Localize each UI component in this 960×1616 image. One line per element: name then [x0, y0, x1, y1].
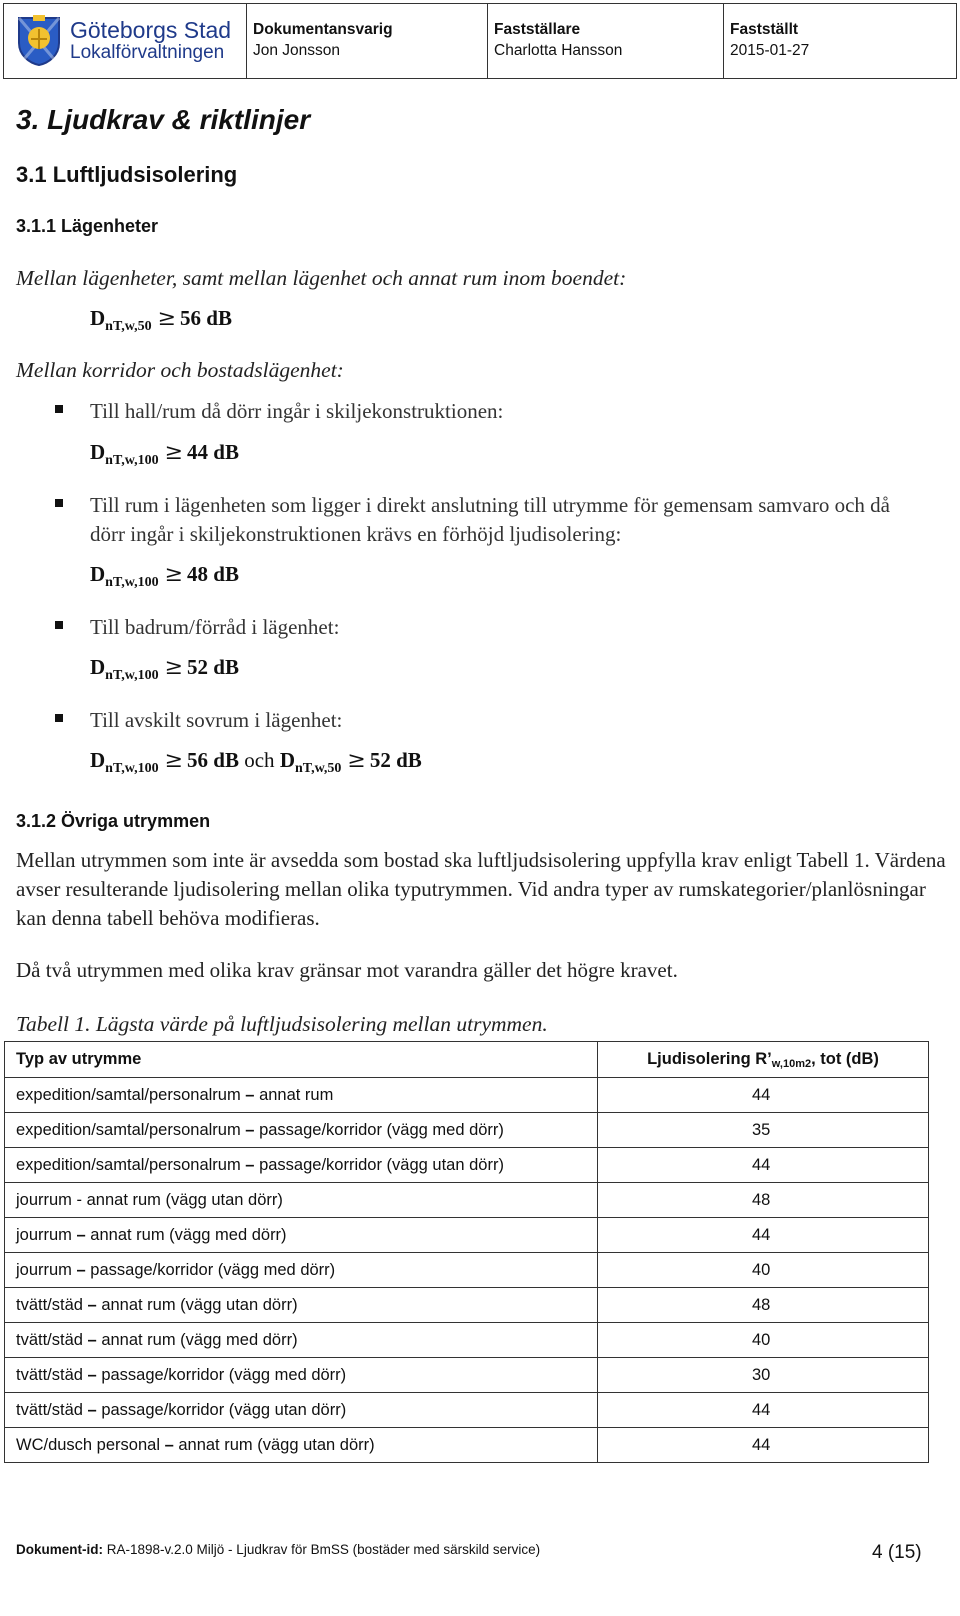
room-a: jourrum	[16, 1225, 72, 1244]
header-text: , tot (dB)	[811, 1049, 879, 1068]
room-b: annat rum (vägg utan dörr)	[178, 1435, 375, 1454]
bullet-text: Till avskilt sovrum i lägenhet:	[90, 708, 343, 732]
room-b: passage/korridor (vägg utan dörr)	[101, 1400, 347, 1419]
room-b: passage/korridor (vägg med dörr)	[90, 1260, 336, 1279]
document-header	[3, 3, 957, 79]
req-value: 52 dB	[369, 748, 422, 772]
room-type-cell	[5, 1218, 598, 1253]
room-type-cell	[5, 1183, 598, 1218]
room-type-cell	[5, 1288, 598, 1323]
req-operator: ≥	[164, 562, 184, 587]
table-row	[5, 1323, 929, 1358]
requirement	[90, 748, 422, 777]
bullet-text: Till badrum/förråd i lägenhet:	[90, 615, 340, 639]
table-header-row	[5, 1042, 929, 1078]
room-a: expedition/samtal/personalrum	[16, 1120, 241, 1139]
insulation-value-cell: 44	[598, 1148, 929, 1183]
separator: –	[240, 1120, 260, 1139]
room-a: tvätt/städ	[16, 1365, 83, 1384]
room-a: tvätt/städ	[16, 1400, 83, 1419]
room-b: annat rum (vägg med dörr)	[90, 1225, 287, 1244]
req-symbol: D	[90, 306, 106, 330]
table-row	[5, 1253, 929, 1288]
bullet-text: Till hall/rum då dörr ingår i skiljekonstruktionen:	[90, 399, 504, 423]
header-text: Ljudisolering R’	[647, 1049, 772, 1068]
table-row	[5, 1288, 929, 1323]
table-row	[5, 1148, 929, 1183]
separator: –	[71, 1225, 91, 1244]
header-value: 2015-01-27	[730, 42, 810, 59]
requirement	[90, 655, 239, 684]
table-row	[5, 1218, 929, 1253]
room-a: tvätt/städ	[16, 1295, 83, 1314]
separator: –	[71, 1260, 91, 1279]
req-value: 52 dB	[187, 655, 239, 679]
room-b: annat rum (vägg utan dörr)	[86, 1190, 283, 1209]
page-number: 4 (15)	[872, 1542, 922, 1563]
room-type-cell	[5, 1428, 598, 1463]
separator: –	[82, 1365, 102, 1384]
city-crest-icon	[16, 15, 62, 67]
bullet-icon	[55, 499, 63, 507]
table-row	[5, 1358, 929, 1393]
table-row	[5, 1113, 929, 1148]
separator: –	[240, 1155, 260, 1174]
requirement	[90, 440, 239, 469]
header-cell-date	[724, 4, 956, 78]
separator: –	[82, 1295, 102, 1314]
req-subscript: nT,w,50	[105, 319, 152, 334]
req-value: 44 dB	[187, 440, 239, 464]
room-type-cell	[5, 1253, 598, 1288]
insulation-value-cell: 40	[598, 1323, 929, 1358]
table-row	[5, 1428, 929, 1463]
req-value: 56 dB	[180, 306, 232, 330]
insulation-value-cell: 44	[598, 1078, 929, 1113]
logo-title: Göteborgs Stad	[70, 17, 232, 43]
req-symbol: D	[90, 655, 106, 679]
req-conjunction: och	[244, 748, 275, 772]
separator: –	[159, 1435, 179, 1454]
room-a: jourrum -	[16, 1190, 83, 1209]
req-symbol: D	[279, 748, 295, 772]
insulation-value-cell: 44	[598, 1218, 929, 1253]
header-value: Jon Jonsson	[253, 42, 341, 59]
intro-text: Mellan lägenheter, samt mellan lägenhet och annat rum inom boendet:	[16, 266, 627, 290]
req-subscript: nT,w,100	[105, 453, 159, 468]
req-subscript: nT,w,50	[294, 761, 342, 776]
separator: –	[82, 1330, 102, 1349]
bullet-icon	[55, 714, 63, 722]
req-symbol: D	[90, 748, 106, 772]
req-subscript: nT,w,100	[105, 668, 159, 683]
separator: –	[240, 1085, 260, 1104]
bullet-icon	[55, 621, 63, 629]
sound-insulation-table	[4, 1041, 929, 1463]
subsection-heading: 3.1.2 Övriga utrymmen	[16, 811, 211, 831]
footer-text: RA-1898-v.2.0 Miljö - Ljudkrav för BmSS (bostäder med särskild service)	[106, 1542, 541, 1557]
header-cell-approver	[488, 4, 724, 78]
req-operator: ≥	[157, 306, 177, 331]
room-b: annat rum (vägg utan dörr)	[101, 1295, 298, 1314]
req-value: 48 dB	[187, 562, 239, 586]
subsection-heading: 3.1.1 Lägenheter	[16, 216, 159, 236]
insulation-value-cell: 40	[598, 1253, 929, 1288]
requirement	[90, 306, 232, 335]
logo-subtitle: Lokalförvaltningen	[70, 42, 225, 63]
room-a: WC/dusch personal	[16, 1435, 160, 1454]
bullet-icon	[55, 405, 63, 413]
header-label: Dokumentansvarig	[253, 21, 393, 38]
section-title: 3. Ljudkrav & riktlinjer	[16, 104, 311, 135]
header-label: Fastställare	[494, 21, 581, 38]
room-type-cell	[5, 1078, 598, 1113]
header-value: Charlotta Hansson	[494, 42, 623, 59]
req-value: 56 dB	[187, 748, 239, 772]
room-type-cell	[5, 1323, 598, 1358]
room-a: tvätt/städ	[16, 1330, 83, 1349]
req-operator: ≥	[164, 748, 184, 773]
table-caption: Tabell 1. Lägsta värde på luftljudsisolering mellan utrymmen.	[16, 1012, 548, 1036]
req-subscript: nT,w,100	[105, 761, 159, 776]
room-b: annat rum (vägg med dörr)	[101, 1330, 298, 1349]
logo	[4, 4, 247, 78]
footer	[16, 1542, 540, 1557]
insulation-value-cell: 35	[598, 1113, 929, 1148]
room-a: expedition/samtal/personalrum	[16, 1085, 241, 1104]
body-paragraph: Mellan utrymmen som inte är avsedda som bostad ska luftljudsisolering uppfylla krav enligt Tabell 1. Värdena avser resulterande ljudisolering mellan olika typutrymmen. Vid andra typer av rumskategorier/planlösningar kan denna tabell behöva modifieras.	[16, 848, 946, 930]
table-row	[5, 1393, 929, 1428]
footer-label: Dokument-id:	[16, 1542, 103, 1557]
table-row	[5, 1078, 929, 1113]
requirement	[90, 562, 239, 591]
insulation-value-cell: 48	[598, 1288, 929, 1323]
room-a: jourrum	[16, 1260, 72, 1279]
insulation-value-cell: 48	[598, 1183, 929, 1218]
room-b: passage/korridor (vägg med dörr)	[101, 1365, 347, 1384]
bullet-text: Till rum i lägenheten som ligger i direkt anslutning till utrymme för gemensam samvaro och då dörr ingår i skiljekonstruktionen krävs en förhöjd ljudisolering:	[90, 493, 890, 546]
req-operator: ≥	[164, 440, 184, 465]
insulation-value-cell: 44	[598, 1393, 929, 1428]
req-symbol: D	[90, 562, 106, 586]
room-b: passage/korridor (vägg med dörr)	[259, 1120, 504, 1139]
header-subscript: w,10m2	[771, 1057, 812, 1070]
separator: –	[82, 1400, 102, 1419]
room-type-cell	[5, 1148, 598, 1183]
room-type-cell	[5, 1358, 598, 1393]
table-row	[5, 1183, 929, 1218]
insulation-value-cell: 30	[598, 1358, 929, 1393]
req-symbol: D	[90, 440, 106, 464]
section-subtitle: 3.1 Luftljudsisolering	[16, 162, 238, 187]
room-b: passage/korridor (vägg utan dörr)	[259, 1155, 504, 1174]
req-subscript: nT,w,100	[105, 575, 159, 590]
intro-text: Mellan korridor och bostadslägenhet:	[16, 358, 344, 382]
insulation-value-cell: 44	[598, 1428, 929, 1463]
room-type-cell	[5, 1393, 598, 1428]
room-b: annat rum	[259, 1085, 334, 1104]
table-header-type: Typ av utrymme	[5, 1042, 598, 1078]
header-cell-owner	[247, 4, 488, 78]
room-a: expedition/samtal/personalrum	[16, 1155, 241, 1174]
header-label: Fastställt	[730, 21, 799, 38]
req-operator: ≥	[347, 748, 366, 773]
room-type-cell	[5, 1113, 598, 1148]
table-header-insulation	[598, 1042, 929, 1078]
body-paragraph: Då två utrymmen med olika krav gränsar mot varandra gäller det högre kravet.	[16, 958, 678, 982]
req-operator: ≥	[164, 655, 184, 680]
